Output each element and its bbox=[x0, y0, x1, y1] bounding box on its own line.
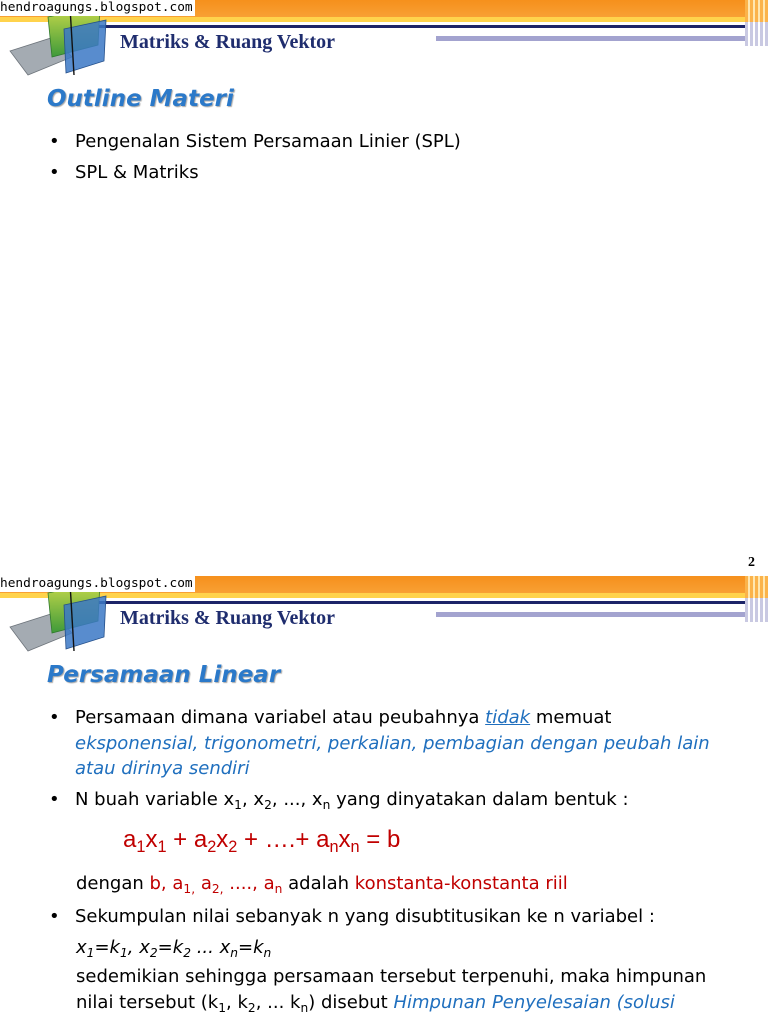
text-run: memuat bbox=[530, 707, 612, 728]
subscript: n bbox=[263, 945, 272, 960]
bullet-text: Pengenalan Sistem Persamaan Linier (SPL) bbox=[75, 131, 461, 152]
page-number: 2 bbox=[748, 555, 755, 570]
text-run: , k bbox=[226, 992, 248, 1013]
text-run: a bbox=[123, 826, 137, 853]
header-stripes bbox=[745, 576, 768, 598]
subscript: n bbox=[274, 881, 283, 896]
logo-blue-plane bbox=[64, 596, 106, 649]
text-run: + a bbox=[166, 826, 208, 853]
subscript: 2 bbox=[183, 945, 191, 960]
text-run: x bbox=[145, 826, 158, 853]
subscript: 1 bbox=[218, 1000, 227, 1015]
subscript: 2 bbox=[228, 838, 238, 857]
subscript: 1 bbox=[234, 797, 242, 812]
constants-note bbox=[76, 872, 568, 896]
text-run: adalah bbox=[282, 873, 355, 894]
course-title: Matriks & Ruang Vektor bbox=[120, 607, 336, 629]
solution-set-intro bbox=[75, 905, 655, 929]
text-run: = b bbox=[359, 826, 401, 853]
text-run: , x bbox=[127, 937, 150, 958]
header-lavender-rule bbox=[436, 36, 745, 41]
text-run: x bbox=[338, 826, 351, 853]
text-run: + ….+ a bbox=[237, 826, 330, 853]
subscript: 2 bbox=[149, 945, 158, 960]
text-run: atau dirinya sendiri bbox=[75, 758, 250, 779]
text-run: , ... k bbox=[255, 992, 301, 1013]
bullet-dot: • bbox=[49, 131, 60, 152]
text-run: =k bbox=[157, 937, 184, 958]
subscript: 2, bbox=[211, 881, 224, 896]
text-run: nilai tersebut (k bbox=[76, 992, 219, 1013]
course-title: Matriks & Ruang Vektor bbox=[120, 31, 336, 53]
subscript: 1 bbox=[157, 838, 167, 857]
text-run: sedemikian sehingga persamaan tersebut terpenuhi, maka himpunan bbox=[76, 966, 707, 987]
watermark-url: hendroagungs.blogspot.com bbox=[0, 0, 193, 15]
text-run: ... x bbox=[190, 937, 231, 958]
text-run: Persamaan dimana variabel atau peubahnya bbox=[75, 707, 486, 728]
bullet-dot: • bbox=[49, 906, 60, 927]
header-yellow-band bbox=[0, 593, 745, 598]
text-run: N buah variable x bbox=[75, 789, 235, 810]
header-yellow-band bbox=[0, 17, 745, 22]
header-stripes-lower bbox=[745, 598, 768, 622]
text-run: =k bbox=[238, 937, 264, 958]
text-run: b, a bbox=[149, 873, 184, 894]
subscript: n bbox=[300, 1000, 309, 1015]
watermark-url: hendroagungs.blogspot.com bbox=[0, 576, 193, 591]
text-run: yang dinyatakan dalam bentuk : bbox=[330, 789, 629, 810]
text-run: =k bbox=[94, 937, 120, 958]
text-run: konstanta-konstanta riil bbox=[354, 873, 568, 894]
subscript: 2 bbox=[247, 1000, 256, 1015]
text-run: x bbox=[76, 937, 87, 958]
header-navy-rule bbox=[96, 601, 745, 604]
header-stripes bbox=[745, 0, 768, 22]
text-run: dengan bbox=[76, 873, 150, 894]
slide-heading: Persamaan Linear bbox=[47, 662, 281, 688]
solution-explanation-line bbox=[76, 965, 706, 989]
general-form-intro bbox=[75, 788, 629, 812]
text-run: Sekumpulan nilai sebanyak n yang disubtitusikan ke n variabel : bbox=[75, 906, 655, 927]
text-run: tidak bbox=[485, 707, 531, 728]
text-run: Himpunan Penyelesaian (solusi bbox=[393, 992, 675, 1013]
subscript: 2 bbox=[264, 797, 272, 812]
header-lavender-rule bbox=[436, 612, 745, 617]
excluded-terms-line bbox=[75, 757, 250, 781]
bullet-dot: • bbox=[49, 789, 60, 810]
solution-explanation-line bbox=[76, 991, 675, 1015]
text-run: ...., a bbox=[223, 873, 275, 894]
text-run: eksponensial, trigonometri, perkalian, pembagian dengan peubah lain bbox=[75, 733, 710, 754]
text-run: ) disebut bbox=[308, 992, 394, 1013]
logo-blue-plane bbox=[64, 20, 106, 73]
text-run: a bbox=[195, 873, 212, 894]
subscript: 1, bbox=[183, 881, 196, 896]
subscript: n bbox=[322, 797, 331, 812]
text-run: x bbox=[216, 826, 229, 853]
excluded-terms-line bbox=[75, 732, 710, 756]
bullet-dot: • bbox=[49, 707, 60, 728]
subscript: 1 bbox=[86, 945, 95, 960]
subscript: n bbox=[350, 838, 360, 857]
header-navy-rule bbox=[96, 25, 745, 28]
slide-2 bbox=[0, 576, 768, 1024]
subscript: 2 bbox=[207, 838, 217, 857]
variable-assignment bbox=[76, 936, 271, 960]
bullet-text: SPL & Matriks bbox=[75, 162, 199, 183]
bullet-dot: • bbox=[49, 162, 60, 183]
text-run: , x bbox=[241, 789, 265, 810]
subscript: 1 bbox=[119, 945, 128, 960]
definition-intro bbox=[75, 706, 611, 730]
slide-heading: Outline Materi bbox=[47, 86, 234, 112]
subscript: n bbox=[329, 838, 339, 857]
header-stripes-lower bbox=[745, 22, 768, 46]
subscript: 1 bbox=[136, 838, 146, 857]
subscript: n bbox=[230, 945, 239, 960]
linear-equation bbox=[123, 823, 400, 857]
text-run: , ..., x bbox=[271, 789, 323, 810]
